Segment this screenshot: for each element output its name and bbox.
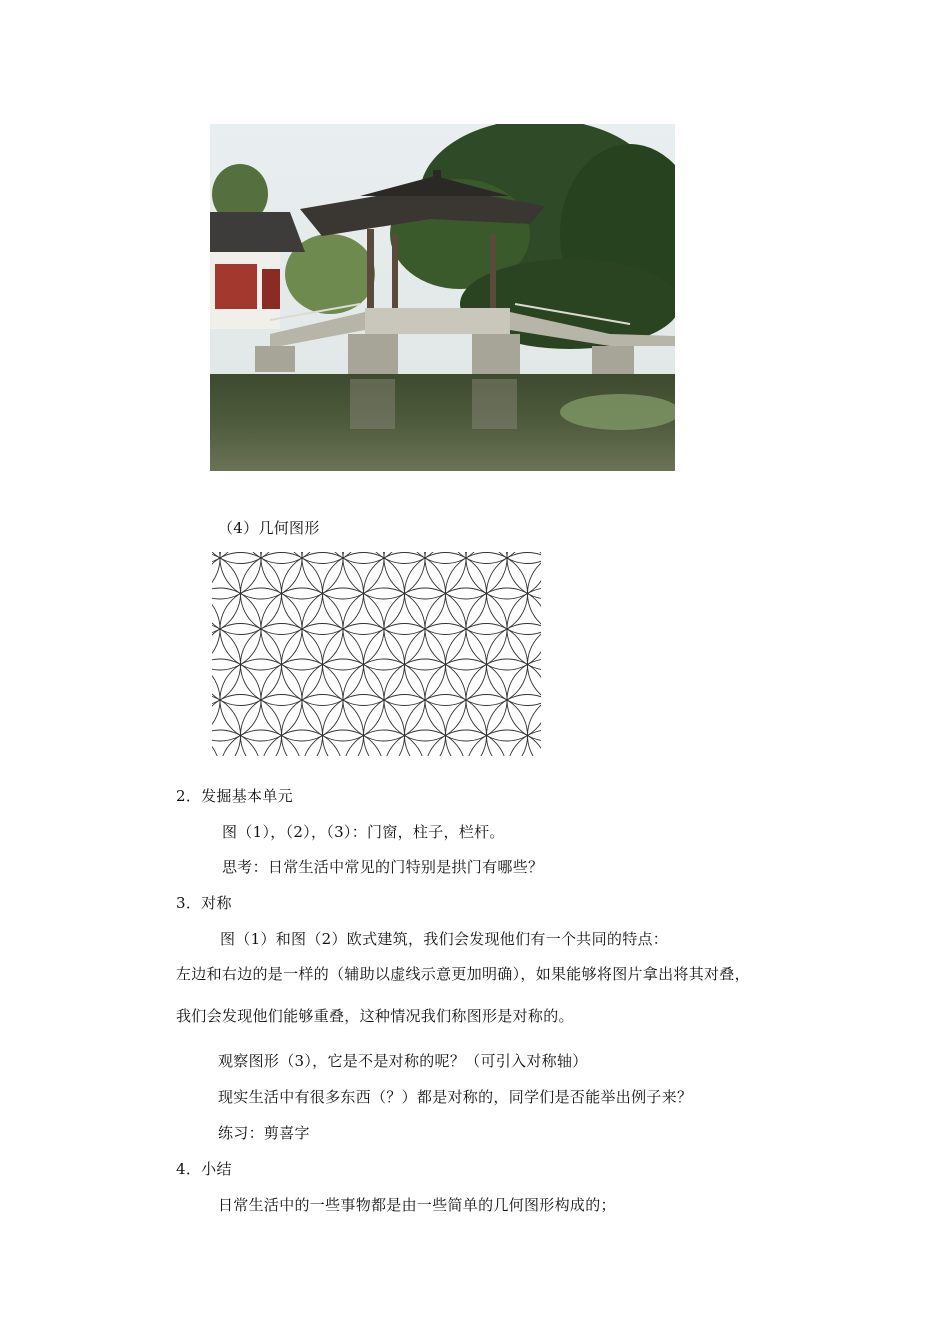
pattern-circle <box>528 695 544 759</box>
pattern-circle <box>210 659 220 741</box>
section-3-line-3: 我们会发现他们能够重叠，这种情况我们称图形是对称的。 <box>176 1007 574 1025</box>
pattern-circle <box>466 588 543 670</box>
pattern-circle <box>425 730 507 758</box>
pattern-circle <box>487 624 544 706</box>
pattern-circle <box>466 659 543 741</box>
pattern-circle <box>210 553 241 635</box>
section-4-heading: 4．小结 <box>176 1160 232 1178</box>
section-3-line-6: 练习：剪喜字 <box>218 1124 310 1142</box>
section-3-heading: 3．对称 <box>176 894 232 912</box>
pattern-circle <box>210 659 261 741</box>
pattern-circle <box>210 730 220 758</box>
pavilion-photo <box>210 124 675 471</box>
section-2-heading: 2．发掘基本单元 <box>176 787 293 805</box>
section-3-line-5: 现实生活中有很多东西（？）都是对称的，同学们是否能举出例子来？ <box>218 1088 693 1106</box>
pattern-circle <box>487 695 544 759</box>
pattern-circle <box>528 553 544 635</box>
section-4-line-1: 日常生活中的一些事物都是由一些简单的几何图形构成的； <box>218 1196 616 1214</box>
pattern-circle <box>261 730 343 758</box>
pattern-circle <box>210 730 261 758</box>
pattern-circle <box>507 588 543 670</box>
pattern-circle <box>343 730 425 758</box>
pattern-circle <box>487 553 544 635</box>
pattern-circle <box>210 588 261 670</box>
pattern-circle <box>302 730 384 758</box>
section-2-line-1: 图（1），（2），（3）：门窗，柱子，栏杆。 <box>222 823 505 841</box>
pattern-circle <box>210 588 220 670</box>
pattern-circle <box>220 730 302 758</box>
pattern-circle <box>210 624 241 706</box>
section-3-line-1: 图（1）和图（2）欧式建筑，我们会发现他们有一个共同的特点： <box>220 930 669 948</box>
pattern-circle <box>507 659 543 741</box>
section-2-line-2: 思考：日常生活中常见的门特别是拱门有哪些？ <box>222 858 544 876</box>
figure-4-caption: （4）几何图形 <box>218 519 320 537</box>
pattern-circle <box>507 550 543 599</box>
pattern-circle <box>528 624 544 706</box>
overlapping-circles-pattern <box>210 550 543 758</box>
section-3-line-2: 左边和右边的是一样的（辅助以虚线示意更加明确），如果能够将图片拿出将其对叠， <box>176 965 750 983</box>
pattern-circle <box>384 730 466 758</box>
section-3-line-4: 观察图形（3），它是不是对称的呢？（可引入对称轴） <box>218 1052 588 1070</box>
